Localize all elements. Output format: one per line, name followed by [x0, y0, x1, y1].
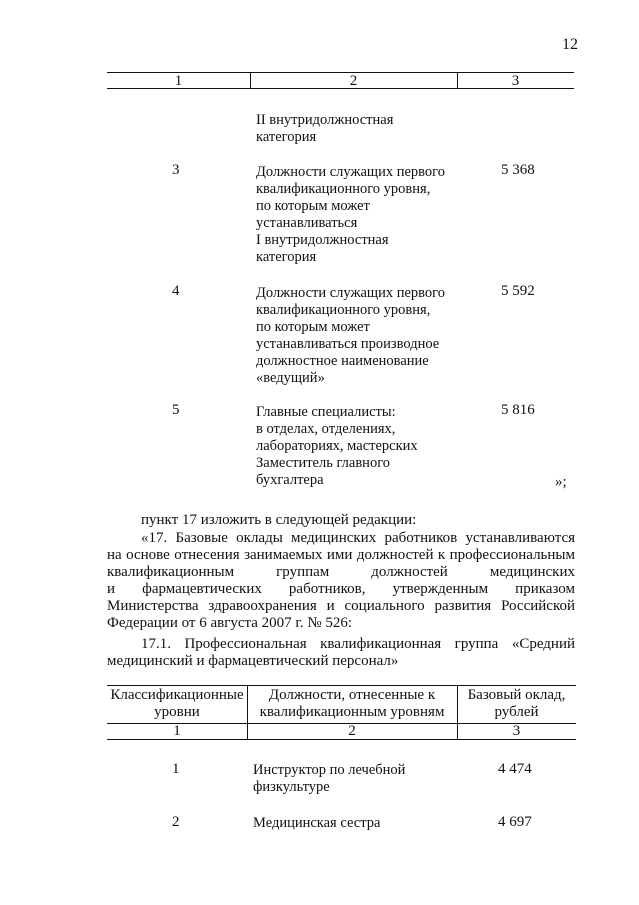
table-row-salary: 5 816 — [501, 402, 535, 418]
column-header-levels: Классификационные уровни — [110, 687, 244, 720]
column-number-1: 1 — [174, 73, 183, 89]
table-row-level: 4 — [172, 283, 180, 299]
column-number-3: 3 — [511, 73, 520, 89]
table-row-salary: 5 368 — [501, 162, 535, 178]
table-row-salary: 4 474 — [498, 761, 532, 777]
column-header-salary: Базовый оклад, рублей — [467, 687, 566, 720]
table-row-level: 5 — [172, 402, 180, 418]
paragraph-line: квалификационным группам должностей медицинских — [107, 564, 575, 580]
page-number: 12 — [562, 36, 578, 53]
table-row-position: Главные специалисты: в отделах, отделениях, лабораториях, мастерских Заместитель главного бухгалтера — [256, 404, 418, 488]
paragraph-line: «17. Базовые оклады медицинских работников устанавливаются — [141, 530, 575, 546]
closing-quote: »; — [555, 474, 567, 490]
paragraph-line: Федерации от 6 августа 2007 г. № 526: — [107, 615, 353, 631]
column-header-positions: Должности, отнесенные к квалификационным уровням — [259, 687, 445, 720]
table-row-position: Инструктор по лечебной физкультуре — [253, 762, 406, 795]
column-number-3: 3 — [512, 723, 521, 739]
paragraph-line: 17.1. Профессиональная квалификационная группа «Средний — [141, 636, 575, 652]
paragraph-line: медицинский и фармацевтический персонал» — [107, 653, 399, 669]
table-row-position: II внутридолжностная категория — [256, 112, 394, 145]
table-row-position: Медицинская сестра — [253, 815, 381, 831]
table-row-level: 1 — [172, 761, 180, 777]
paragraph-intro: пункт 17 изложить в следующей редакции: — [141, 512, 417, 528]
table-row-level: 2 — [172, 814, 180, 830]
column-number-2: 2 — [348, 723, 356, 739]
table-row-salary: 4 697 — [498, 814, 532, 830]
table-top-border — [107, 685, 576, 686]
paragraph-line: на основе отнесения занимаемых ими должностей к профессиональным — [107, 547, 575, 563]
column-number-1: 1 — [173, 723, 181, 739]
table-row-position: Должности служащих первого квалификационного уровня, по которым может устанавливаться производное должностное наименование «ведущий» — [256, 285, 445, 386]
paragraph-line: и фармацевтических работников, утвержденным приказом — [107, 581, 575, 597]
paragraph-17-1 — [107, 636, 575, 670]
paragraph-17 — [107, 530, 575, 632]
table-row-salary: 5 592 — [501, 283, 535, 299]
column-number-2: 2 — [349, 73, 358, 89]
paragraph-line: Министерства здравоохранения и социального развития Российской — [107, 598, 575, 614]
table-row-position: Должности служащих первого квалификационного уровня, по которым может устанавливаться I внутридолжностная категория — [256, 164, 445, 265]
table-row-level: 3 — [172, 162, 180, 178]
